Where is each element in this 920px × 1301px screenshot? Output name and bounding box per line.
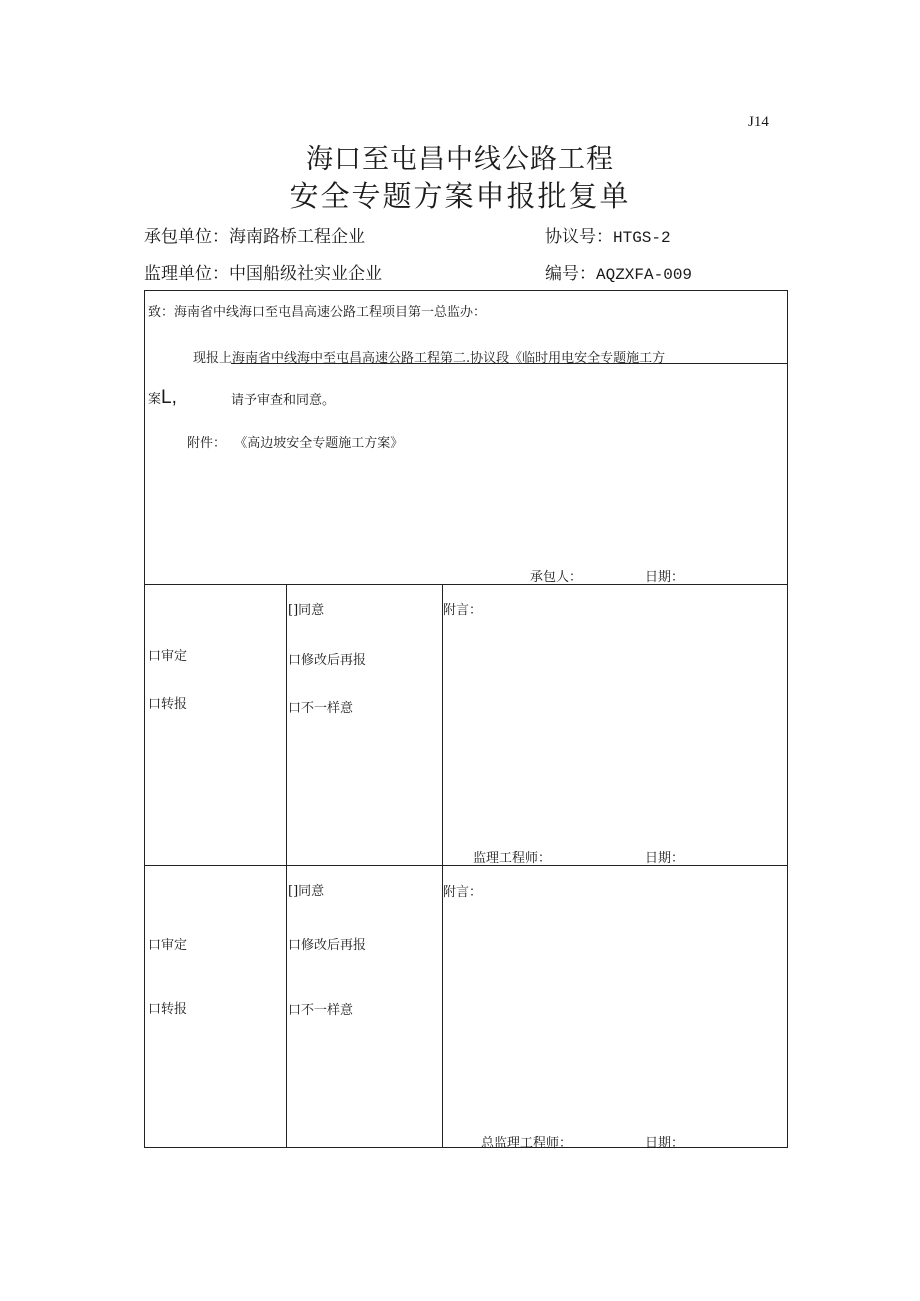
submission-request: 请予审查和同意。 [231, 393, 336, 408]
contractor-signer-label: 承包人： [530, 570, 583, 585]
agreement-value: HTGS-2 [613, 229, 671, 247]
chief-engineer-label: 总监理工程师： [481, 1136, 573, 1151]
chief-date-label: 日期： [645, 1136, 685, 1151]
choice-disagree-checkbox[interactable]: 口不一样意 [288, 1003, 354, 1018]
agreement-label: 协议号： [545, 227, 613, 247]
supervisor-value: 中国船级社实业企业 [229, 264, 382, 284]
contractor-label: 承包单位： [144, 227, 229, 247]
option-approve-checkbox[interactable]: 口审定 [148, 649, 188, 664]
choice-agree-checkbox[interactable]: []同意 [288, 884, 325, 899]
attachment-value: 《高边坡安全专题施工方案》 [234, 436, 404, 451]
contractor-row [144, 222, 365, 247]
choice-agree-checkbox[interactable]: []同意 [288, 603, 325, 618]
option-forward-checkbox[interactable]: 口转报 [148, 697, 188, 712]
remarks-label: 附言： [443, 885, 483, 900]
option-approve-checkbox[interactable]: 口审定 [148, 938, 188, 953]
choice-revise-checkbox[interactable]: 口修改后再报 [288, 653, 367, 668]
choice-disagree-checkbox[interactable]: 口不一样意 [288, 701, 354, 716]
agreement-row [545, 222, 671, 247]
body-prefix: 案 [148, 392, 162, 407]
attachment-line [187, 432, 403, 451]
attachment-label: 附件： [187, 436, 227, 451]
col-divider-2 [442, 584, 443, 1147]
contractor-date-label: 日期： [645, 570, 685, 585]
contractor-value: 海南路桥工程企业 [229, 227, 365, 247]
approval-form-table [144, 290, 788, 1151]
option-forward-checkbox[interactable]: 口转报 [148, 1002, 188, 1017]
number-value: AQZXFA-009 [596, 266, 693, 284]
body-mark: L, [161, 387, 177, 408]
remarks-label: 附言： [443, 603, 483, 618]
supervisor-row [144, 259, 382, 284]
submission-body-line1: 现报上海南省中线海中至屯昌高速公路工程第二.协议段《临时用电安全专题施工方 [193, 351, 666, 366]
number-row [545, 259, 692, 284]
row-divider-2 [145, 865, 787, 866]
project-title: 海口至屯昌中线公路工程 [306, 144, 614, 175]
addressee-line: 致：海南省中线海口至屯昌高速公路工程项目第一总监办： [148, 305, 487, 320]
form-title: 安全专题方案申报批复单 [289, 179, 631, 213]
form-code: J14 [748, 114, 769, 130]
number-label: 编号： [545, 264, 596, 284]
supervisor-label: 监理单位： [144, 264, 229, 284]
row-divider-1 [145, 584, 787, 585]
supervisor-engineer-label: 监理工程师： [473, 851, 552, 866]
col-divider-1 [286, 584, 287, 1147]
supervisor-date-label: 日期： [645, 851, 685, 866]
choice-revise-checkbox[interactable]: 口修改后再报 [288, 938, 367, 953]
submission-body-line2 [148, 387, 177, 409]
